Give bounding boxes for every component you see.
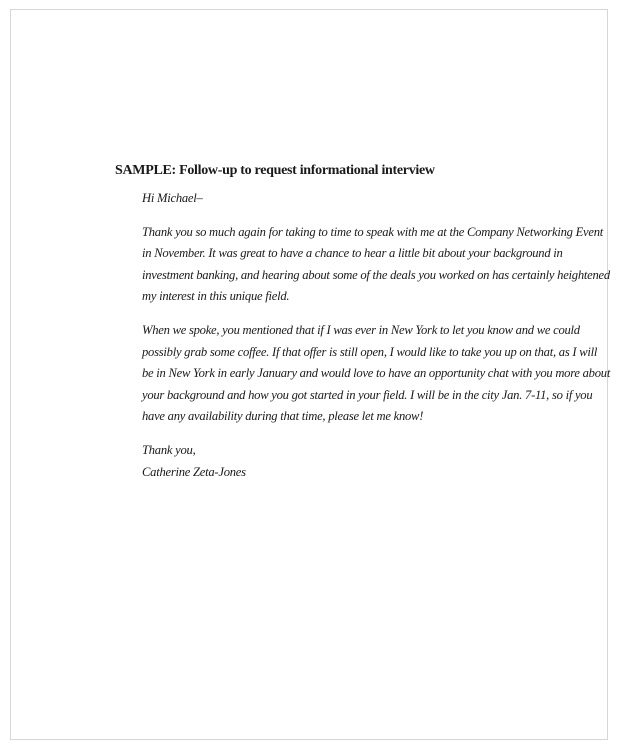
- paragraph-1-line: my interest in this unique field.: [142, 289, 290, 304]
- paragraph-2-line: have any availability during that time, please let me know!: [142, 409, 424, 424]
- paragraph-1-line: Thank you so much again for taking to time to speak with me at the Company Networking Event: [142, 224, 603, 239]
- paragraph-2-line: When we spoke, you mentioned that if I was ever in New York to let you know and we could: [142, 322, 580, 337]
- letter-body: [142, 188, 611, 495]
- paragraph-1: [142, 222, 610, 308]
- document-title: SAMPLE: Follow-up to request informational interview: [115, 163, 435, 178]
- paragraph-2-line: be in New York in early January and would love to have an opportunity chat with you more about: [142, 366, 611, 381]
- greeting-text: Hi Michael–: [142, 191, 203, 205]
- greeting: [142, 188, 552, 210]
- sign-off: [142, 440, 552, 483]
- paragraph-1-line: in November. It was great to have a chance to hear a little bit about your background in: [142, 246, 563, 261]
- paragraph-2-line: your background and how you got started in your field. I will be in the city Jan. 7-11, so if you: [142, 387, 593, 402]
- paragraph-2-line: possibly grab some coffee. If that offer is still open, I would like to take you up on that, as I will: [142, 344, 598, 359]
- signature-text: Catherine Zeta-Jones: [142, 464, 246, 479]
- paragraph-1-line: investment banking, and hearing about some of the deals you worked on has certainly heightened: [142, 267, 610, 282]
- document-page: [10, 9, 611, 740]
- closing-text: Thank you,: [142, 442, 196, 457]
- paragraph-2: [142, 320, 611, 428]
